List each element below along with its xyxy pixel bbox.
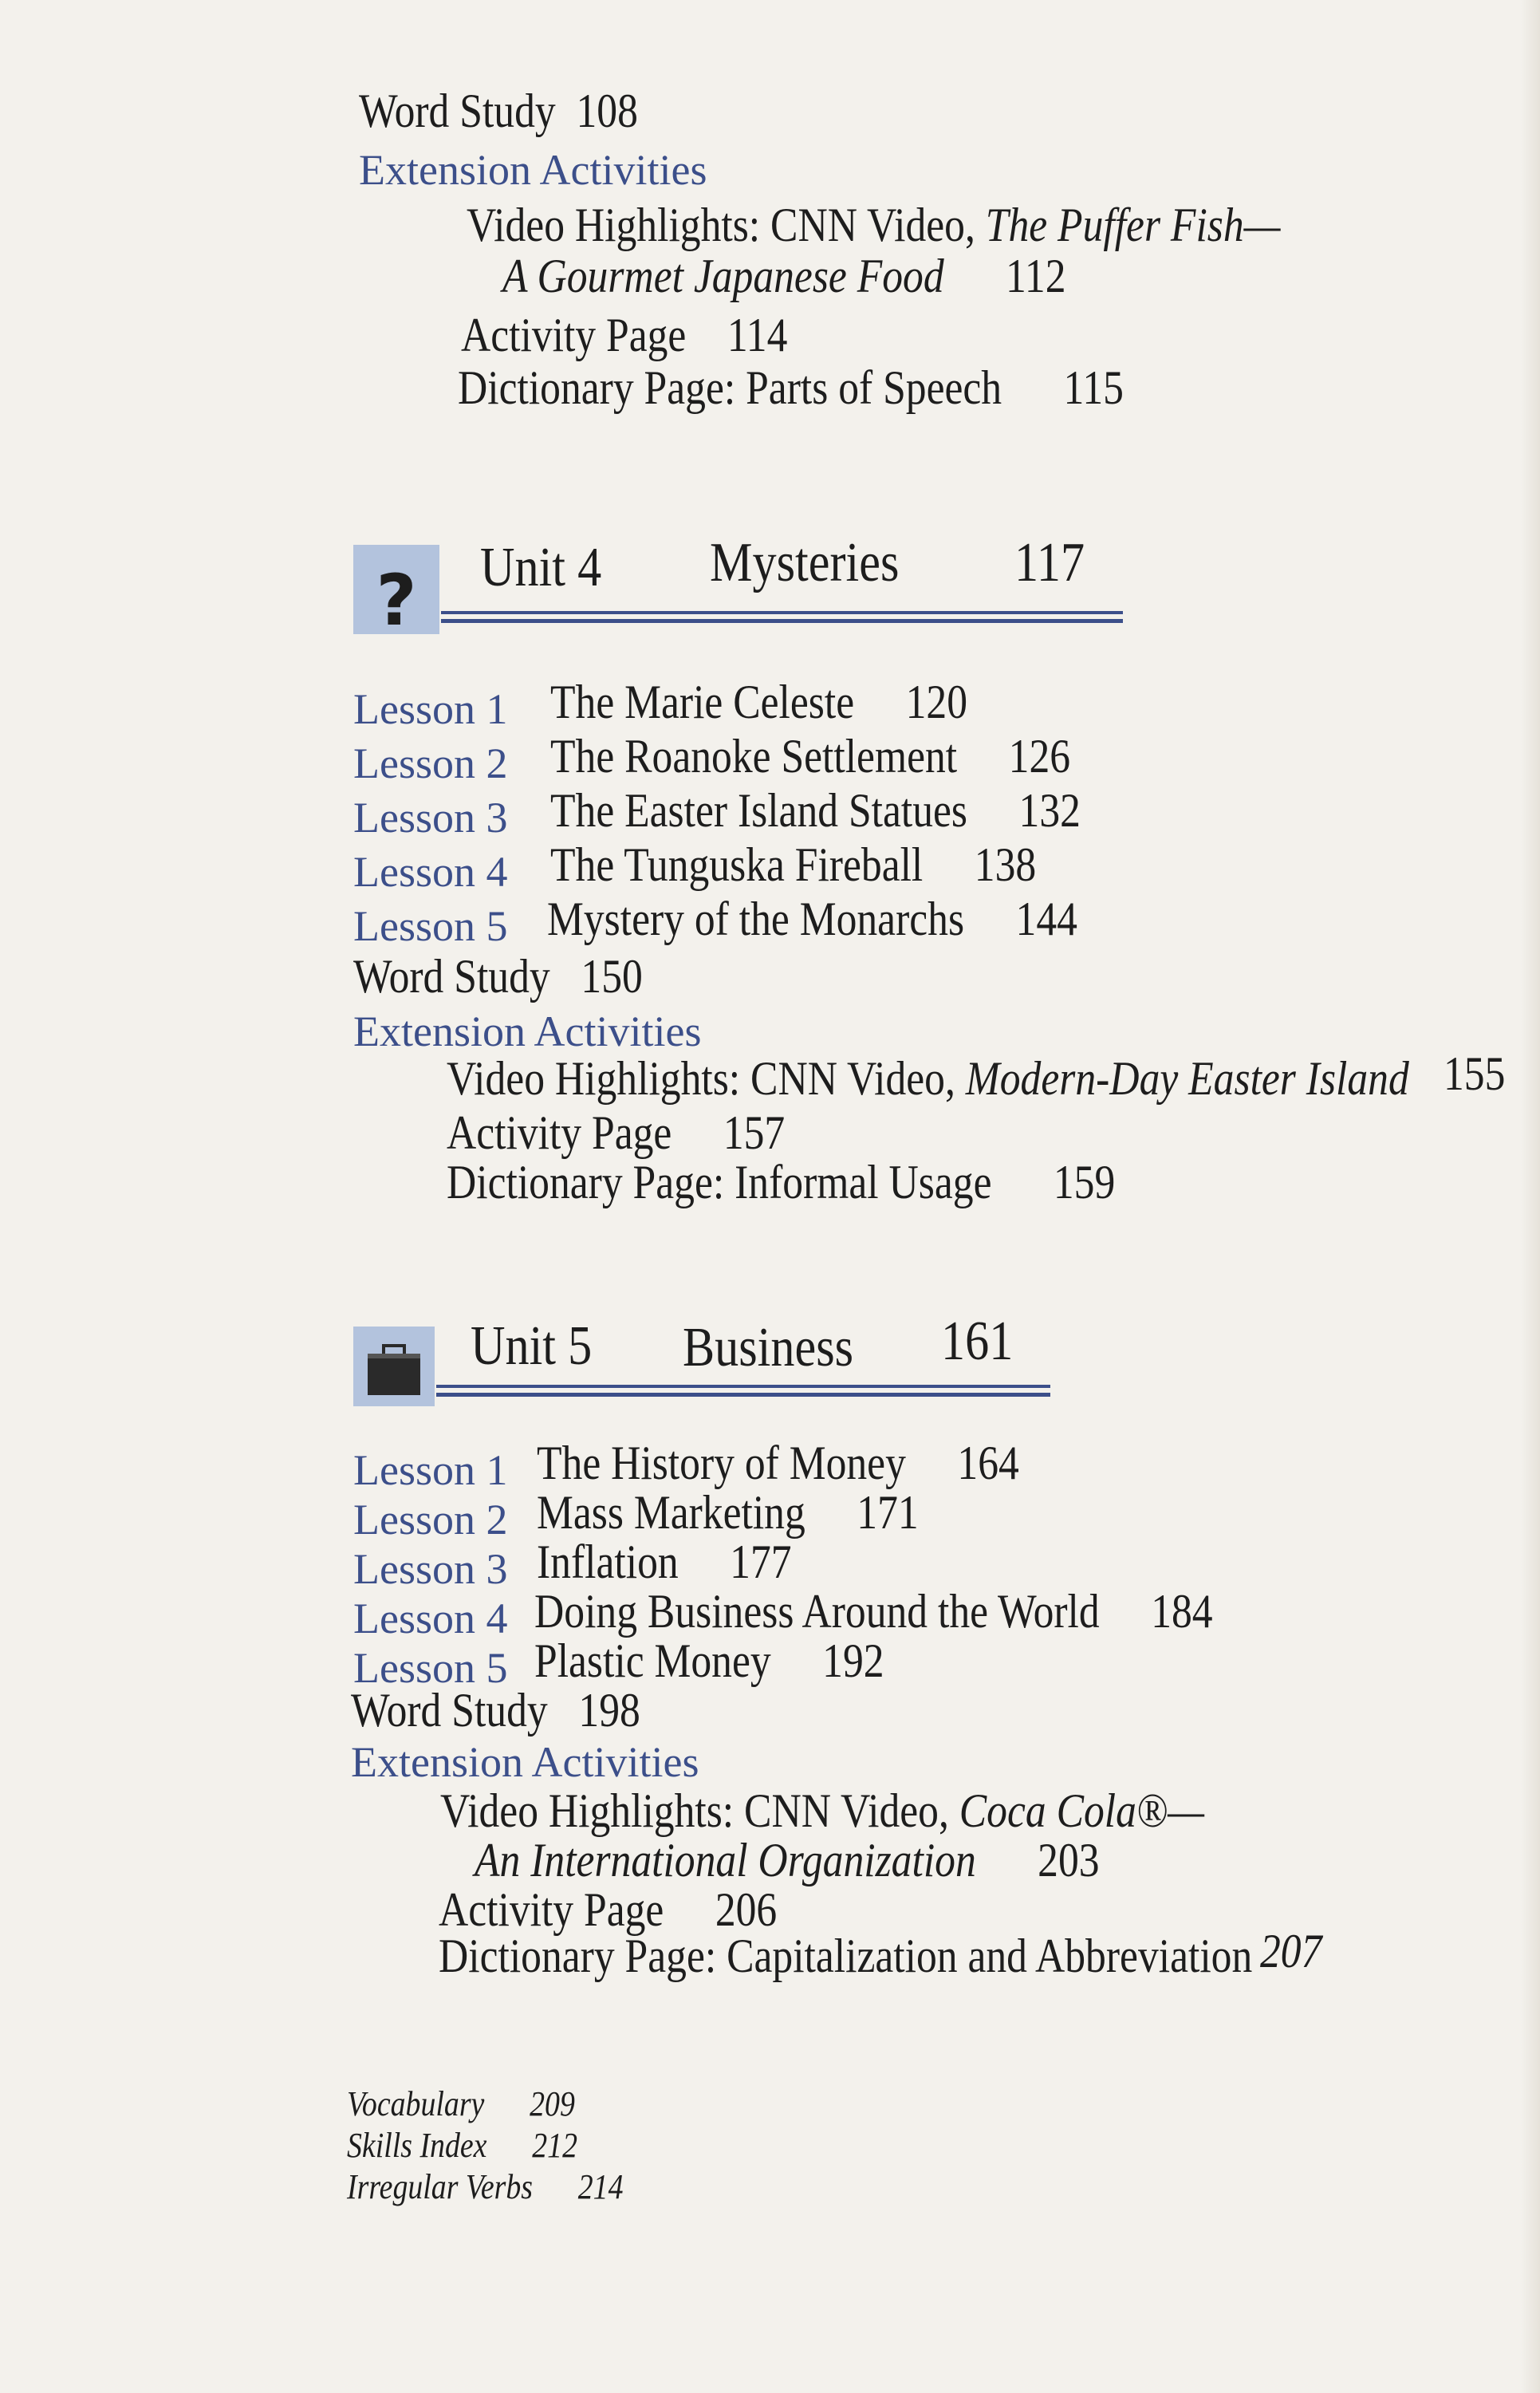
back-matter-entry[interactable]: Vocabulary 209	[347, 2084, 575, 2123]
extension-activities-heading: Extension Activities	[353, 1007, 702, 1055]
activity-page-entry[interactable]: Activity Page 157	[447, 1106, 786, 1159]
lesson-entry[interactable]: Doing Business Around the World 184	[534, 1585, 1213, 1638]
dictionary-page-entry[interactable]: Dictionary Page: Parts of Speech 115	[458, 361, 1124, 414]
unit-4-page: 117	[1014, 532, 1085, 593]
lesson-label: Lesson 3	[353, 794, 508, 842]
back-matter-entry[interactable]: Irregular Verbs 214	[347, 2167, 624, 2206]
video-highlights-entry[interactable]: Video Highlights: CNN Video, Modern-Day Easter Island	[447, 1052, 1409, 1105]
unit-4-rule-bottom	[441, 619, 1123, 623]
unit-4-rule-top	[441, 611, 1123, 614]
dictionary-page-entry[interactable]: Dictionary Page: Informal Usage 159	[447, 1156, 1116, 1208]
lesson-entry[interactable]: The History of Money 164	[537, 1437, 1019, 1489]
unit-5-title[interactable]: Business	[683, 1317, 854, 1378]
briefcase-icon	[353, 1327, 435, 1406]
extension-activities-heading: Extension Activities	[359, 146, 707, 194]
unit-5-rule-bottom	[436, 1393, 1050, 1397]
video-highlights-entry-cont[interactable]: A Gourmet Japanese Food 112	[502, 250, 1066, 302]
lesson-entry[interactable]: The Marie Celeste 120	[550, 676, 968, 728]
lesson-label: Lesson 1	[353, 685, 508, 733]
back-matter-entry[interactable]: Skills Index 212	[347, 2126, 578, 2165]
lesson-label: Lesson 4	[353, 1595, 508, 1642]
lesson-entry[interactable]: The Tunguska Fireball 138	[550, 838, 1037, 891]
unit-5-label: Unit 5	[471, 1315, 593, 1377]
lesson-entry[interactable]: The Easter Island Statues 132	[550, 784, 1081, 837]
lesson-label: Lesson 5	[353, 902, 508, 950]
unit-4-label: Unit 4	[480, 537, 602, 598]
word-study-entry[interactable]: Word Study 198	[351, 1684, 640, 1737]
video-highlights-entry[interactable]: Video Highlights: CNN Video, Coca Cola®—	[440, 1784, 1205, 1837]
unit-5-page: 161	[941, 1311, 1014, 1372]
extension-activities-heading: Extension Activities	[351, 1738, 699, 1786]
word-study-entry[interactable]: Word Study 108	[359, 85, 638, 137]
lesson-label: Lesson 5	[353, 1644, 508, 1692]
unit-4-title[interactable]: Mysteries	[710, 532, 900, 593]
video-highlights-entry[interactable]: Video Highlights: CNN Video, The Puffer Fish—	[467, 199, 1281, 251]
activity-page-entry[interactable]: Activity Page 114	[461, 309, 788, 361]
dictionary-page-entry[interactable]: Dictionary Page: Capitalization and Abbreviation	[439, 1930, 1253, 1982]
lesson-entry[interactable]: The Roanoke Settlement 126	[550, 730, 1071, 783]
dictionary-page-number: 207	[1260, 1925, 1322, 1977]
video-highlights-entry-cont[interactable]: An International Organization 203	[475, 1834, 1100, 1886]
lesson-entry[interactable]: Inflation 177	[537, 1536, 792, 1588]
question-mark-icon	[353, 545, 439, 634]
lesson-label: Lesson 2	[353, 1496, 508, 1543]
lesson-label: Lesson 1	[353, 1446, 508, 1494]
activity-page-entry[interactable]: Activity Page 206	[439, 1883, 778, 1936]
svg-text:?: ?	[376, 559, 417, 634]
lesson-label: Lesson 4	[353, 848, 508, 896]
video-highlights-page: 155	[1444, 1047, 1506, 1100]
lesson-label: Lesson 3	[353, 1545, 508, 1593]
lesson-entry[interactable]: Mass Marketing 171	[537, 1486, 919, 1539]
page-edge-shadow	[1521, 0, 1540, 2393]
unit-5-rule-top	[436, 1385, 1050, 1388]
lesson-label: Lesson 2	[353, 739, 508, 787]
lesson-entry[interactable]: Plastic Money 192	[534, 1634, 884, 1687]
word-study-entry[interactable]: Word Study 150	[353, 950, 643, 1003]
lesson-entry[interactable]: Mystery of the Monarchs 144	[547, 893, 1077, 945]
